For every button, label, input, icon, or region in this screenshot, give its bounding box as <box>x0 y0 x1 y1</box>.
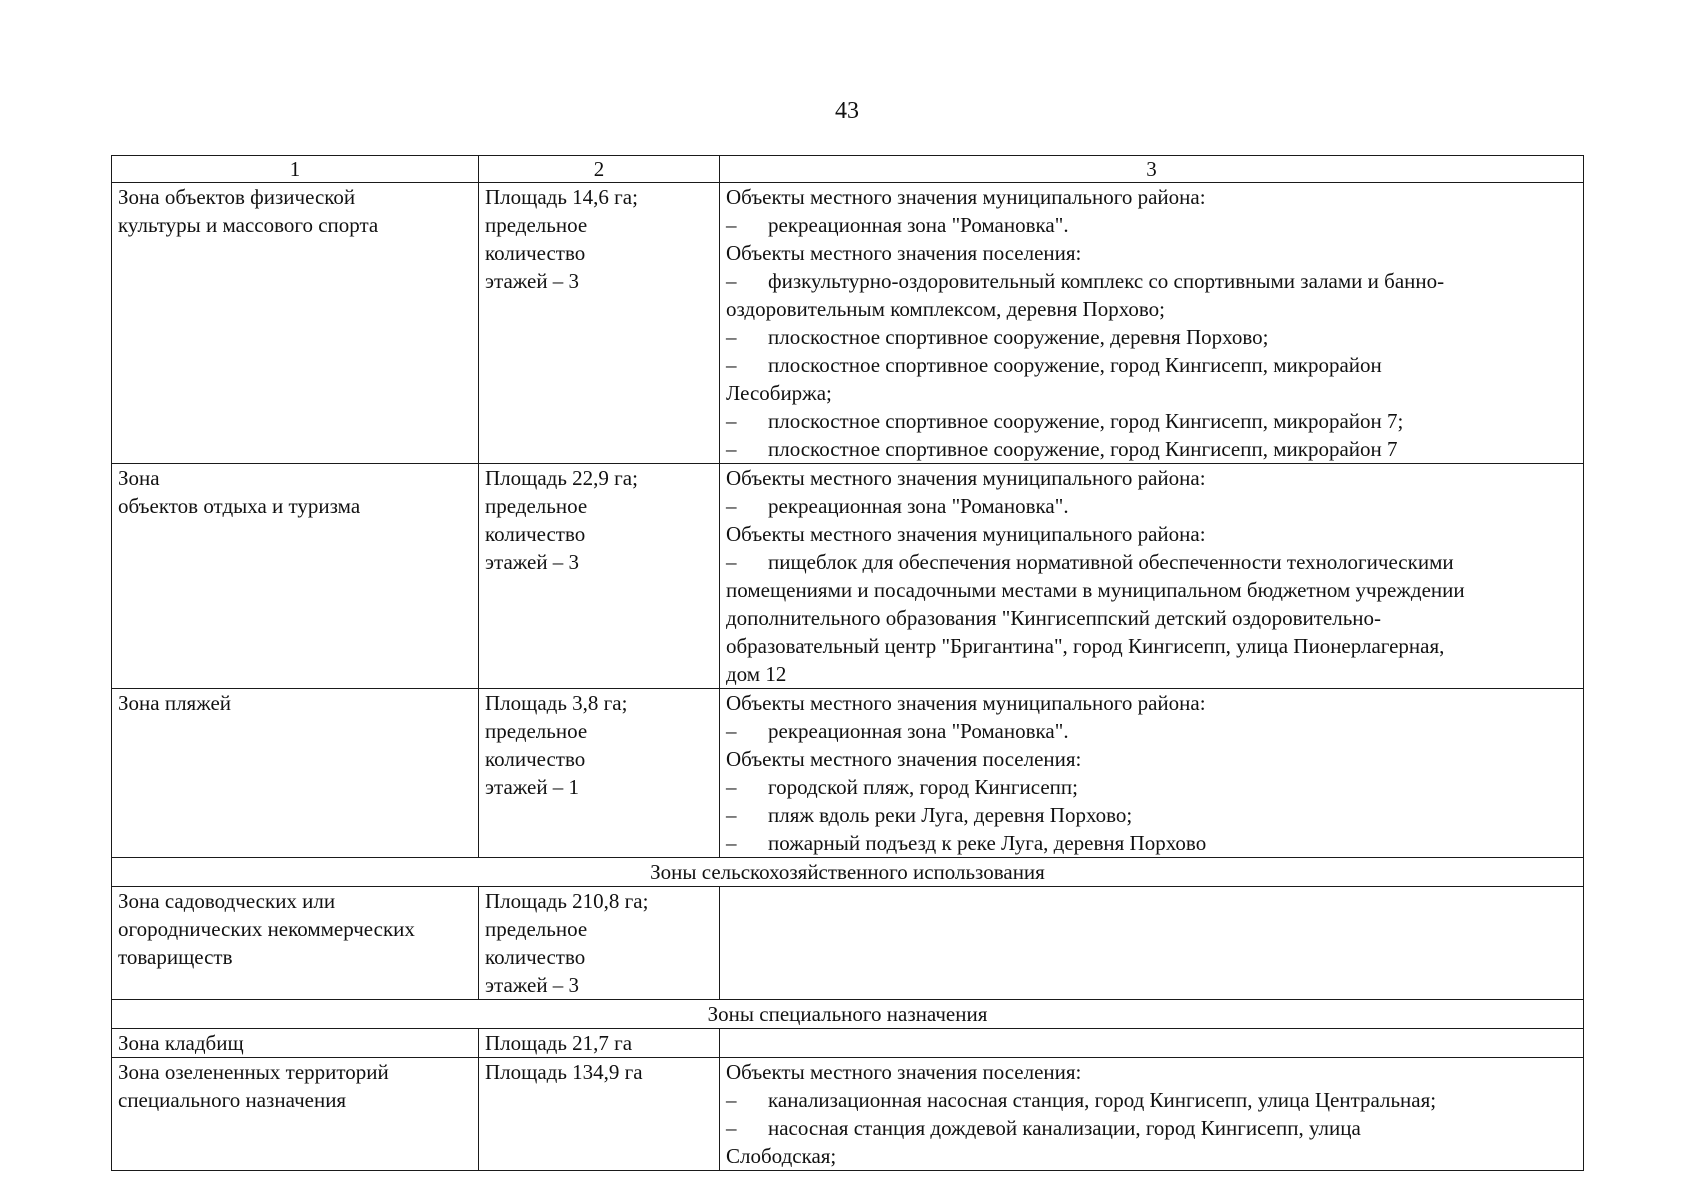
table-body <box>112 156 1584 1171</box>
object-list-item <box>726 323 1577 351</box>
zone-parameter-line: предельное <box>485 213 588 237</box>
object-text-line: оздоровительным комплексом, деревня Порхово; <box>726 297 1166 321</box>
object-text-line: Слободская; <box>726 1144 837 1168</box>
zone-parameters-cell <box>479 1058 720 1171</box>
object-list-item <box>726 829 1577 857</box>
column-number-1: 1 <box>112 156 479 183</box>
dash-bullet-icon: – <box>726 775 737 799</box>
zone-parameter-line: этажей – 3 <box>485 269 580 293</box>
zone-parameter-line: этажей – 3 <box>485 550 580 574</box>
object-text-line: Объекты местного значения поселения: <box>726 1060 1082 1084</box>
object-list-item <box>726 548 1577 576</box>
zone-name-cell <box>112 1029 479 1058</box>
section-header-row <box>112 858 1584 887</box>
dash-bullet-icon: – <box>726 719 737 743</box>
zone-name-cell <box>112 464 479 689</box>
zone-name-line: объектов отдыха и туризма <box>118 494 361 518</box>
zone-parameter-line: количество <box>485 241 586 265</box>
page-number: 43 <box>835 98 859 124</box>
zone-parameter-line: предельное <box>485 719 588 743</box>
zone-name-line: Зона садоводческих или <box>118 889 336 913</box>
zone-name-cell <box>112 1058 479 1171</box>
object-text-line: образовательный центр "Бригантина", город Кингисепп, улица Пионерлагерная, <box>726 634 1445 658</box>
zone-name-line: культуры и массового спорта <box>118 213 379 237</box>
zone-objects-cell <box>720 1029 1584 1058</box>
object-list-item <box>726 407 1577 435</box>
dash-bullet-icon: – <box>726 550 737 574</box>
zone-row <box>112 1029 1584 1058</box>
object-list-item <box>726 211 1577 239</box>
zone-parameter-line: этажей – 1 <box>485 775 580 799</box>
object-text-line: помещениями и посадочными местами в муниципальном бюджетном учреждении <box>726 578 1465 602</box>
zone-parameter-line: Площадь 134,9 га <box>485 1060 643 1084</box>
dash-bullet-icon: – <box>726 831 737 855</box>
zone-objects-cell <box>720 183 1584 464</box>
zone-name-line: огороднических некоммерческих <box>118 917 415 941</box>
object-text-line: дополнительного образования "Кингисеппский детский оздоровительно- <box>726 606 1382 630</box>
zone-parameter-line: Площадь 210,8 га; <box>485 889 649 913</box>
object-text-line: дом 12 <box>726 662 787 686</box>
section-title: Зоны сельскохозяйственного использования <box>112 858 1584 887</box>
zone-parameters-cell <box>479 1029 720 1058</box>
dash-bullet-icon: – <box>726 213 737 237</box>
column-number-row <box>112 156 1584 183</box>
object-list-item-text: плоскостное спортивное сооружение, город Кингисепп, микрорайон <box>768 353 1382 377</box>
object-list-item <box>726 351 1577 379</box>
object-list-item <box>726 1114 1577 1142</box>
zone-objects-cell <box>720 1058 1584 1171</box>
zone-name-line: Зона кладбищ <box>118 1031 244 1055</box>
dash-bullet-icon: – <box>726 494 737 518</box>
object-text-line: Объекты местного значения муниципального района: <box>726 466 1206 490</box>
object-list-item-text: пищеблок для обеспечения нормативной обеспеченности технологическими <box>768 550 1454 574</box>
zone-objects-cell <box>720 887 1584 1000</box>
zone-objects-cell <box>720 464 1584 689</box>
zone-parameter-line: Площадь 21,7 га <box>485 1031 633 1055</box>
object-list-item <box>726 492 1577 520</box>
object-list-item-text: физкультурно-оздоровительный комплекс со спортивными залами и банно- <box>768 269 1445 293</box>
dash-bullet-icon: – <box>726 409 737 433</box>
dash-bullet-icon: – <box>726 269 737 293</box>
zone-parameters-cell <box>479 689 720 858</box>
zone-name-line: Зона <box>118 466 160 490</box>
zone-parameter-line: Площадь 22,9 га; <box>485 466 638 490</box>
section-header-row <box>112 1000 1584 1029</box>
object-list-item-text: рекреационная зона "Романовка". <box>768 213 1069 237</box>
object-list-item-text: плоскостное спортивное сооружение, город Кингисепп, микрорайон 7; <box>768 409 1404 433</box>
object-list-item <box>726 801 1577 829</box>
column-number-2: 2 <box>479 156 720 183</box>
object-list-item-text: плоскостное спортивное сооружение, деревня Порхово; <box>768 325 1269 349</box>
dash-bullet-icon: – <box>726 325 737 349</box>
object-text-line: Объекты местного значения муниципального района: <box>726 691 1206 715</box>
object-list-item <box>726 267 1577 295</box>
object-list-item-text: рекреационная зона "Романовка". <box>768 719 1069 743</box>
zone-row <box>112 1058 1584 1171</box>
zone-parameter-line: Площадь 3,8 га; <box>485 691 628 715</box>
zone-row <box>112 689 1584 858</box>
object-list-item-text: рекреационная зона "Романовка". <box>768 494 1069 518</box>
column-number-3: 3 <box>720 156 1584 183</box>
dash-bullet-icon: – <box>726 353 737 377</box>
object-list-item-text: пляж вдоль реки Луга, деревня Порхово; <box>768 803 1133 827</box>
zone-parameter-line: предельное <box>485 917 588 941</box>
zones-table <box>111 155 1584 1171</box>
zone-row <box>112 887 1584 1000</box>
zone-name-line: товариществ <box>118 945 233 969</box>
zone-parameters-cell <box>479 183 720 464</box>
zone-parameters-cell <box>479 887 720 1000</box>
zone-objects-cell <box>720 689 1584 858</box>
zone-name-line: Зона озелененных территорий <box>118 1060 389 1084</box>
object-list-item-text: пожарный подъезд к реке Луга, деревня Порхово <box>768 831 1207 855</box>
zone-parameter-line: Площадь 14,6 га; <box>485 185 638 209</box>
object-text-line: Объекты местного значения поселения: <box>726 241 1082 265</box>
object-list-item-text: плоскостное спортивное сооружение, город Кингисепп, микрорайон 7 <box>768 437 1398 461</box>
object-list-item-text: насосная станция дождевой канализации, город Кингисепп, улица <box>768 1116 1361 1140</box>
object-text-line: Лесобиржа; <box>726 381 832 405</box>
object-text-line: Объекты местного значения поселения: <box>726 747 1082 771</box>
zone-name-cell <box>112 183 479 464</box>
object-text-line: Объекты местного значения муниципального района: <box>726 522 1206 546</box>
zone-parameter-line: этажей – 3 <box>485 973 580 997</box>
section-title: Зоны специального назначения <box>112 1000 1584 1029</box>
object-list-item <box>726 1086 1577 1114</box>
zone-parameters-cell <box>479 464 720 689</box>
dash-bullet-icon: – <box>726 1088 737 1112</box>
zone-name-line: Зона пляжей <box>118 691 231 715</box>
zone-name-line: Зона объектов физической <box>118 185 356 209</box>
object-list-item-text: канализационная насосная станция, город Кингисепп, улица Центральная; <box>768 1088 1437 1112</box>
zone-name-cell <box>112 887 479 1000</box>
dash-bullet-icon: – <box>726 1116 737 1140</box>
zone-parameter-line: количество <box>485 522 586 546</box>
zone-name-line: специального назначения <box>118 1088 347 1112</box>
dash-bullet-icon: – <box>726 803 737 827</box>
zone-parameter-line: предельное <box>485 494 588 518</box>
zone-parameter-line: количество <box>485 747 586 771</box>
object-text-line: Объекты местного значения муниципального района: <box>726 185 1206 209</box>
object-list-item <box>726 435 1577 463</box>
object-list-item-text: городской пляж, город Кингисепп; <box>768 775 1078 799</box>
zone-name-cell <box>112 689 479 858</box>
object-list-item <box>726 717 1577 745</box>
object-list-item <box>726 773 1577 801</box>
zone-parameter-line: количество <box>485 945 586 969</box>
zone-row <box>112 183 1584 464</box>
dash-bullet-icon: – <box>726 437 737 461</box>
zone-row <box>112 464 1584 689</box>
